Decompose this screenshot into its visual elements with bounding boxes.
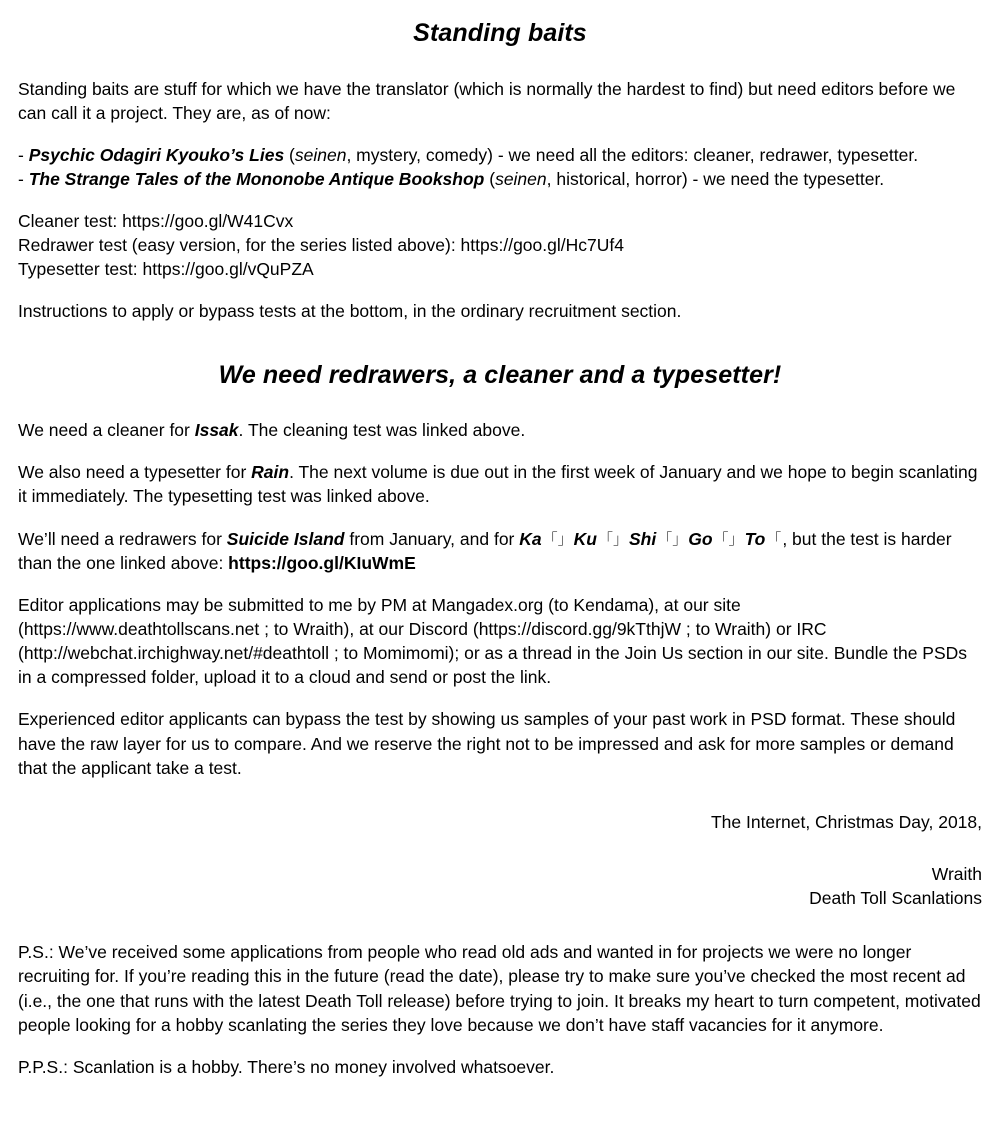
list-item (18, 167, 982, 191)
redrawer-text-before: We’ll need a redrawers for (18, 528, 227, 549)
typesetter-text-after: . The next volume is due out in the first week of January and we hope to begin scanlating it immediately. The typesetting test was linked above. (18, 462, 978, 507)
typesetter-text-before: We also need a typesetter for (18, 462, 252, 483)
signoff-place-date: The Internet, Christmas Day, 2018, (710, 811, 982, 832)
series-kakushigoto-part: Ku (573, 528, 597, 549)
signoff-name: Wraith (931, 863, 982, 884)
bait-genre-italic: seinen (294, 144, 347, 165)
bait-dash: - (18, 144, 29, 165)
redrawer-text-after: , but the test is harder than the one linked above: (18, 528, 952, 573)
typesetter-test-link[interactable]: Typesetter test: https://goo.gl/vQuPZA (18, 259, 314, 280)
series-suicide-island: Suicide Island (226, 528, 345, 549)
cleaner-paragraph (18, 418, 982, 442)
bait-title: The Strange Tales of the Mononobe Antique Bookshop (28, 168, 485, 189)
signoff-group: Death Toll Scanlations (809, 888, 982, 909)
bait-genre-rest: , mystery, comedy) (346, 144, 493, 165)
bait-tags-open: ( (284, 144, 295, 165)
bait-genre-rest: , historical, horror) (546, 168, 688, 189)
page-title: Standing baits (413, 19, 587, 47)
test-links-list (18, 209, 982, 281)
typesetter-paragraph (18, 460, 982, 508)
postscript: P.S.: We’ve received some applications from people who read old ads and wanted in for projects we were no longer recruiting for. If you’re reading this in the future (read the date), please try to make sure you’ve checked the most recent ad (i.e., the one that runs with the latest Death Toll release) before trying to join. It breaks my heart to turn competent, motivated people looking for a hobby scanlating the series they love because we don’t have staff vacancies for it anymore. (18, 942, 981, 1035)
post-postscript: P.P.S.: Scanlation is a hobby. There’s no money involved whatsoever. (18, 1056, 555, 1077)
cleaner-text-before: We need a cleaner for (18, 420, 195, 441)
redrawer-test-link[interactable]: Redrawer test (easy version, for the series listed above): https://goo.gl/Hc7Uf4 (18, 235, 624, 256)
standing-baits-list (18, 143, 982, 191)
list-item (18, 143, 982, 167)
cleaner-text-after: . The cleaning test was linked above. (238, 420, 526, 441)
bait-need: - we need all the editors: cleaner, redrawer, typesetter. (492, 144, 919, 165)
redrawer-hard-test-link[interactable]: https://goo.gl/KIuWmE (228, 552, 416, 573)
bait-dash: - (18, 168, 29, 189)
series-rain: Rain (251, 462, 290, 483)
applications-paragraph: Editor applications may be submitted to me by PM at Mangadex.org (to Kendama), at our site (https://www.deathtollscans.net ; to Wraith), at our Discord (https://discord.gg/9kTthjW ; to Wraith) or IRC (http://webchat.irchighway.net/#deathtoll ; to Momimomi); or as a thread in the Join Us section in our site. Bundle the PSDs in a compressed folder, upload it to a cloud and send or post the link. (18, 594, 968, 688)
redrawer-paragraph (18, 527, 982, 575)
instructions-note: Instructions to apply or bypass tests at the bottom, in the ordinary recruitment section. (18, 301, 682, 322)
bait-genre-italic: seinen (495, 168, 547, 189)
signature-block (18, 862, 982, 910)
series-kakushigoto-part: Shi (628, 528, 657, 549)
bypass-paragraph: Experienced editor applicants can bypass the test by showing us samples of your past work in PSD format. These should have the raw layer for us to compare. And we reserve the right not to be impressed and ask for more samples or demand that the applicant take a test. (18, 709, 956, 778)
bracket-icon: 「」 (542, 529, 573, 548)
series-kakushigoto-part: To (744, 528, 766, 549)
bracket-icon: 「」 (597, 529, 628, 548)
bracket-icon: 「」 (713, 529, 744, 548)
bait-tags-open: ( (484, 168, 496, 189)
bracket-icon: 「 (766, 529, 782, 548)
bait-title: Psychic Odagiri Kyouko’s Lies (28, 144, 285, 165)
series-issak: Issak (194, 420, 239, 441)
bracket-icon: 「」 (657, 529, 688, 548)
section-title-recruitment: We need redrawers, a cleaner and a typesetter! (218, 360, 782, 389)
intro-paragraph: Standing baits are stuff for which we have the translator (which is normally the hardest to find) but need editors before we can call it a project. They are, as of now: (18, 78, 956, 123)
redrawer-text-middle: from January, and for (344, 528, 520, 549)
bait-need: - we need the typesetter. (687, 168, 885, 189)
series-kakushigoto-part: Ka (519, 528, 542, 549)
cleaner-test-link[interactable]: Cleaner test: https://goo.gl/W41Cvx (18, 211, 294, 232)
series-kakushigoto-part: Go (688, 528, 713, 549)
